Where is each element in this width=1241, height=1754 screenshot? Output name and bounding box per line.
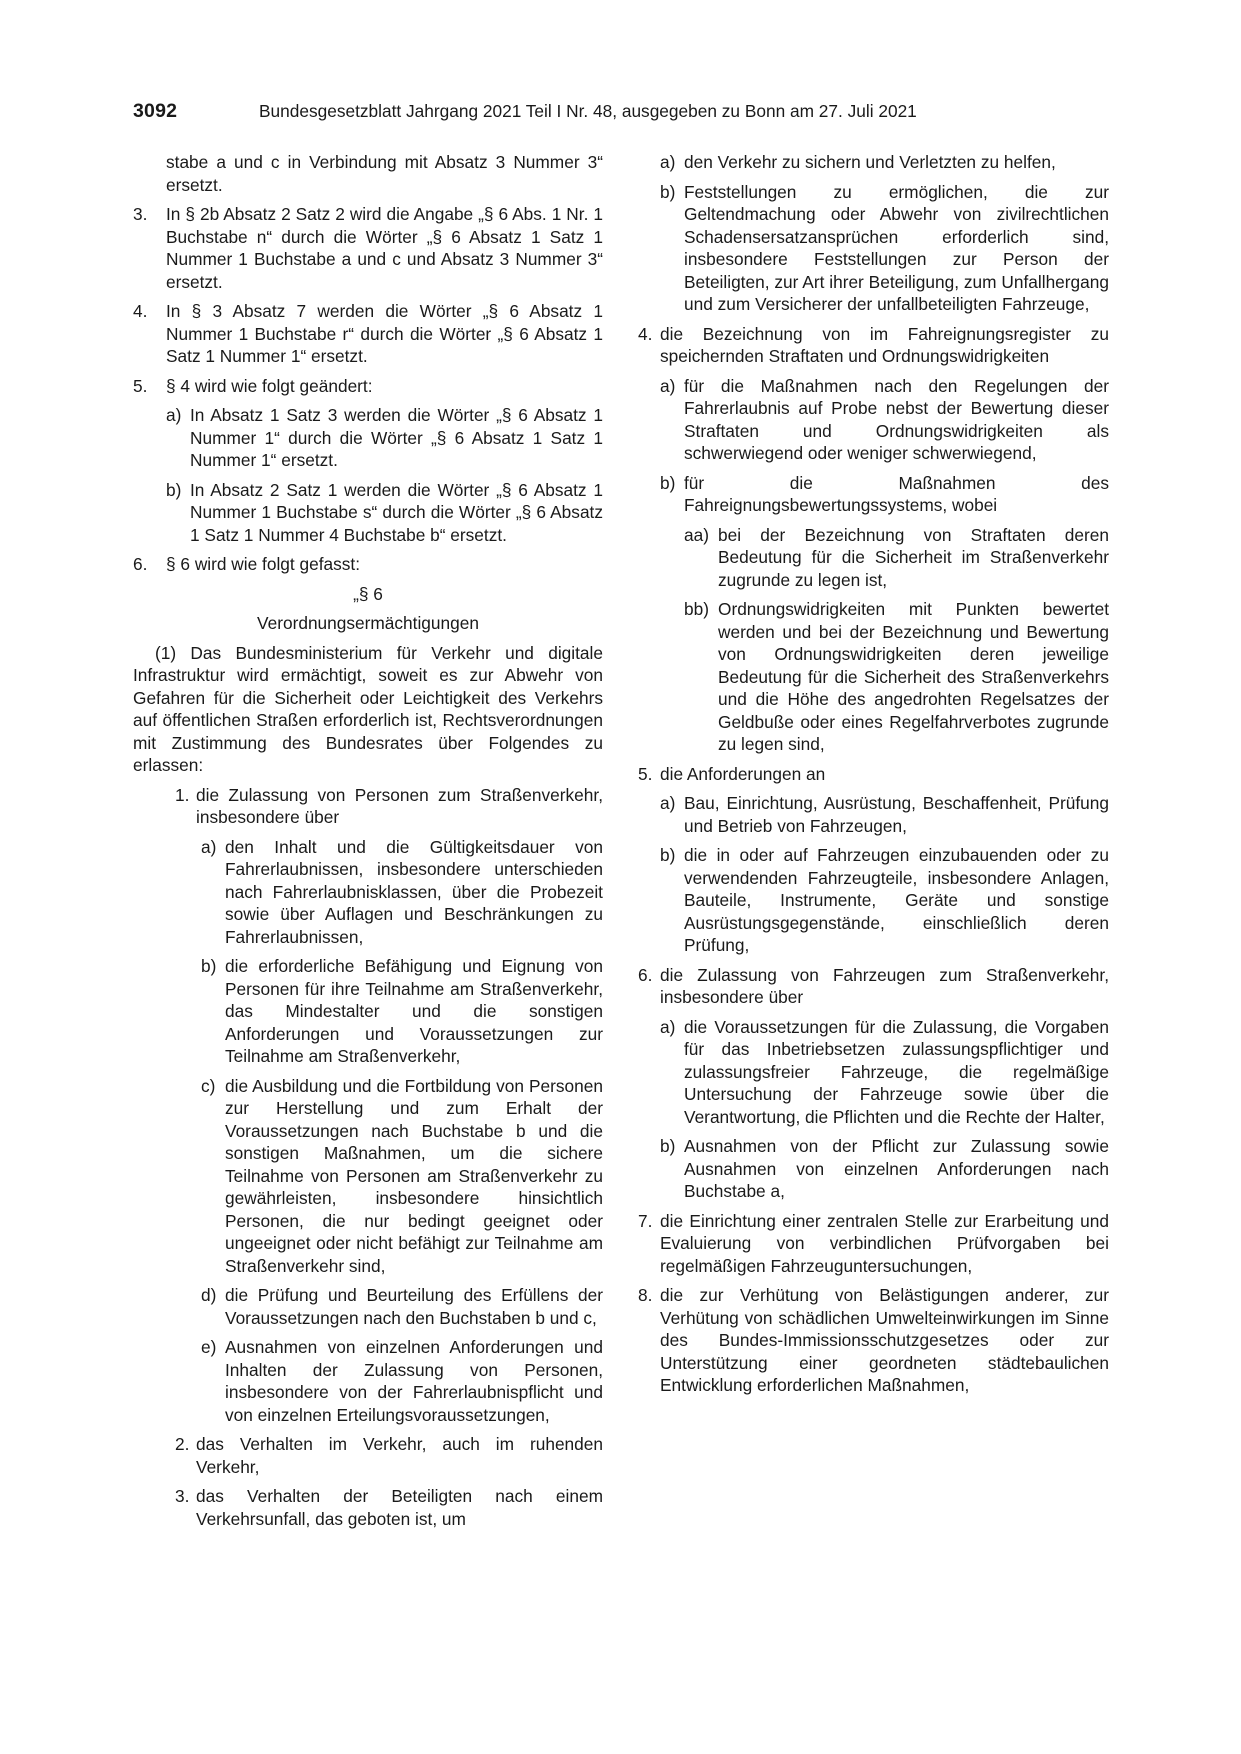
item-text: die erforderliche Befähigung und Eignung von Personen für ihre Teilnahme am Straßenverkehr, das Mindestalter und die sonstigen Anforderungen und Voraussetzungen zur Teilnahme am Straßenverkehr,: [225, 956, 603, 1066]
item-label: 4.: [133, 301, 148, 321]
section-number: „§ 6: [353, 583, 383, 604]
item-label: d): [201, 1285, 217, 1305]
item-label: 3.: [133, 204, 148, 224]
list-item: [638, 964, 1109, 1009]
list-item: [133, 1485, 603, 1530]
list-subitem: [133, 1075, 603, 1278]
item-text: Ordnungswidrigkeiten mit Punkten bewertet werden und bei der Bezeichnung und Bewertung von Ordnungswidrigkeiten deren jeweilige Bedeutung für die Sicherheit des Straßenverkehrs und die Höhe des angedrohten Regelsatzes der Geldbuße oder eines Regelfahrverbotes zugrunde zu legen sind,: [718, 599, 1109, 754]
item-label: b): [660, 1136, 676, 1156]
left-column: [133, 151, 603, 1537]
item-text: das Verhalten im Verkehr, auch im ruhenden Verkehr,: [196, 1434, 603, 1477]
list-item: [638, 1284, 1109, 1397]
section-heading: Verordnungsermächtigungen: [257, 613, 479, 633]
item-text: die Einrichtung einer zentralen Stelle zur Erarbeitung und Evaluierung von verbindlichen Prüfvorgaben bei regelmäßigen Fahrzeuguntersuchungen,: [660, 1210, 1109, 1276]
page-header: [133, 100, 1108, 126]
list-subitem: [638, 792, 1109, 837]
item-label: e): [201, 1337, 217, 1357]
item-label: 2.: [175, 1434, 190, 1454]
list-subitem: [133, 1284, 603, 1329]
item-label: 8.: [638, 1285, 653, 1305]
item-text: § 4 wird wie folgt geändert:: [166, 375, 373, 396]
item-text: Feststellungen zu ermöglichen, die zur Geltendmachung oder Abwehr von zivilrechtlichen Schadensersatzansprüchen erforderlich sind, insbesondere Feststellungen zur Person der Beteiligten, zur Art ihrer Beteiligung, zum Unfallhergang und zum Versicherer der unfallbeteiligten Fahrzeuge,: [684, 181, 1109, 314]
item-text: die zur Verhütung von Belästigungen anderer, zur Verhütung von schädlichen Umwelteinwirkungen im Sinne des Bundes-Immissionsschutzgesetzes oder zur Unterstützung einer geordneten städtebaulichen Entwicklung erforderlichen Maßnahmen,: [660, 1285, 1109, 1395]
item-text: den Inhalt und die Gültigkeitsdauer von Fahrerlaubnissen, insbesondere unterschieden nach Fahrerlaubnisklassen, über die Probezeit sowie über Auflagen und Beschränkungen zu Fahrerlaubnissen,: [225, 836, 603, 947]
list-subsubitem: [638, 598, 1109, 756]
item-label: b): [660, 181, 676, 202]
list-subitem: [638, 844, 1109, 957]
item-label: a): [660, 152, 676, 172]
list-item: [638, 763, 1109, 786]
item-text: den Verkehr zu sichern und Verletzten zu helfen,: [684, 152, 1056, 172]
right-column: [638, 151, 1109, 1404]
list-subitem: [638, 1016, 1109, 1129]
item-text: das Verhalten der Beteiligten nach einem Verkehrsunfall, das geboten ist, um: [196, 1486, 603, 1529]
list-subitem: [638, 472, 1109, 517]
list-subitem: [133, 955, 603, 1068]
item-label: b): [201, 956, 217, 976]
list-subitem: [638, 151, 1109, 174]
item-text: die Ausbildung und die Fortbildung von Personen zur Herstellung und zum Erhalt der Voraussetzungen nach Buchstabe b und die sonstigen Maßnahmen, um die sichere Teilnahme von Personen am Straßenverkehr zu gewährleisten, insbesondere hinsichtlich Personen, die nur bedingt geeignet oder ungeeignet oder nicht befähigt zur Teilnahme am Straßenverkehr sind,: [225, 1075, 603, 1276]
item-text: die Bezeichnung von im Fahreignungsregister zu speichernden Straftaten und Ordnungswidrigkeiten: [660, 323, 1109, 366]
list-subitem: [133, 404, 603, 472]
list-item: [133, 375, 603, 398]
item-text: die Voraussetzungen für die Zulassung, die Vorgaben für das Inbetriebsetzen zulassungspflichtiger und zulassungsfreier Fahrzeuge, die regelmäßige Untersuchung der Fahrzeuge sowie über die Verantwortung, die Pflichten und die Rechte der Halter,: [684, 1016, 1109, 1127]
item-text: bei der Bezeichnung von Straftaten deren Bedeutung für die Sicherheit im Straßenverkehr zugrunde zu legen ist,: [718, 524, 1109, 590]
item-text: die Zulassung von Personen zum Straßenverkehr, insbesondere über: [196, 784, 603, 827]
item-text: die Anforderungen an: [660, 763, 826, 784]
list-item: [638, 323, 1109, 368]
list-item: [133, 203, 603, 293]
item-text: für die Maßnahmen nach den Regelungen der Fahrerlaubnis auf Probe nebst der Bewertung dieser Straftaten und Ordnungswidrigkeiten als schwerwiegend oder weniger schwerwiegend,: [684, 375, 1109, 463]
item-label: b): [660, 845, 676, 865]
list-item: [133, 1433, 603, 1478]
page-number: 3092: [133, 100, 178, 122]
list-subitem: [133, 836, 603, 949]
item-text: In Absatz 1 Satz 3 werden die Wörter „§ 6 Absatz 1 Nummer 1“ durch die Wörter „§ 6 Absatz 1 Satz 1 Nummer 1“ ersetzt.: [190, 405, 603, 470]
item-label: bb): [684, 599, 709, 619]
item-label: a): [660, 793, 676, 813]
item-label: 6.: [638, 964, 653, 985]
list-item: [133, 300, 603, 368]
item-text: Ausnahmen von einzelnen Anforderungen und Inhalten der Zulassung von Personen, insbesondere von der Fahrerlaubnispflicht und von einzelnen Erteilungsvoraussetzungen,: [225, 1337, 603, 1425]
list-subitem: [638, 1135, 1109, 1203]
item-text: In § 3 Absatz 7 werden die Wörter „§ 6 Absatz 1 Nummer 1 Buchstabe r“ durch die Wörter „§ 6 Absatz 1 Satz 1 Nummer 1“ ersetzt.: [166, 301, 603, 366]
list-item: [133, 553, 603, 576]
item-text: Bau, Einrichtung, Ausrüstung, Beschaffenheit, Prüfung und Betrieb von Fahrzeugen,: [684, 793, 1109, 836]
item-label: a): [166, 405, 182, 425]
item-label: 3.: [175, 1486, 190, 1506]
item-label: 5.: [638, 763, 653, 784]
list-subitem: [133, 479, 603, 547]
list-subitem: [638, 181, 1109, 316]
list-subitem: [638, 375, 1109, 465]
item-label: b): [660, 472, 676, 493]
item-text: Ausnahmen von der Pflicht zur Zulassung sowie Ausnahmen von einzelnen Anforderungen nach Buchstabe a,: [684, 1136, 1109, 1201]
list-item: [638, 1210, 1109, 1278]
item-label: b): [166, 479, 182, 500]
item-text: die Zulassung von Fahrzeugen zum Straßenverkehr, insbesondere über: [660, 964, 1109, 1007]
paragraph: (1) Das Bundesministerium für Verkehr und digitale Infrastruktur wird ermächtigt, soweit es zur Abwehr von Gefahren für die Sicherheit oder Leichtigkeit des Verkehrs auf öffentlichen Straßen erforderlich ist, Rechtsverordnungen mit Zustimmung des Bundesrates über Folgendes zu erlassen:: [133, 642, 603, 775]
list-subitem: [133, 1336, 603, 1426]
item-text: die Prüfung und Beurteilung des Erfüllens der Voraussetzungen nach den Buchstaben b und c,: [225, 1285, 603, 1328]
item-label: 1.: [175, 784, 190, 805]
item-text: für die Maßnahmen des Fahreignungsbewertungssystems, wobei: [684, 472, 1109, 515]
item-label: a): [201, 836, 217, 857]
continued-text: stabe a und c in Verbindung mit Absatz 3 Nummer 3“ ersetzt.: [166, 152, 603, 195]
item-label: a): [660, 1016, 676, 1037]
item-text: § 6 wird wie folgt gefasst:: [166, 554, 361, 574]
item-text: In Absatz 2 Satz 1 werden die Wörter „§ 6 Absatz 1 Nummer 1 Buchstabe s“ durch die Wörter „§ 6 Absatz 1 Satz 1 Nummer 4 Buchstabe b“ ersetzt.: [190, 479, 603, 545]
item-text: die in oder auf Fahrzeugen einzubauenden oder zu verwendenden Fahrzeugteile, insbesondere Anlagen, Bauteile, Instrumente, Geräte und sonstige Ausrüstungsgegenstände, einschließlich deren Prüfung,: [684, 845, 1109, 955]
list-subsubitem: [638, 524, 1109, 592]
item-label: 5.: [133, 375, 148, 396]
item-label: 7.: [638, 1210, 653, 1231]
item-label: c): [201, 1075, 216, 1096]
item-label: 4.: [638, 323, 653, 344]
item-text: In § 2b Absatz 2 Satz 2 wird die Angabe „§ 6 Abs. 1 Nr. 1 Buchstabe n“ durch die Wörter „§ 6 Absatz 1 Satz 1 Nummer 1 Buchstabe a und c und Absatz 3 Nummer 3“ ersetzt.: [166, 204, 603, 292]
item-label: a): [660, 375, 676, 396]
list-item: [133, 784, 603, 829]
running-head: Bundesgesetzblatt Jahrgang 2021 Teil I Nr. 48, ausgegeben zu Bonn am 27. Juli 2021: [259, 101, 917, 121]
item-label: aa): [684, 524, 709, 545]
item-label: 6.: [133, 554, 148, 574]
